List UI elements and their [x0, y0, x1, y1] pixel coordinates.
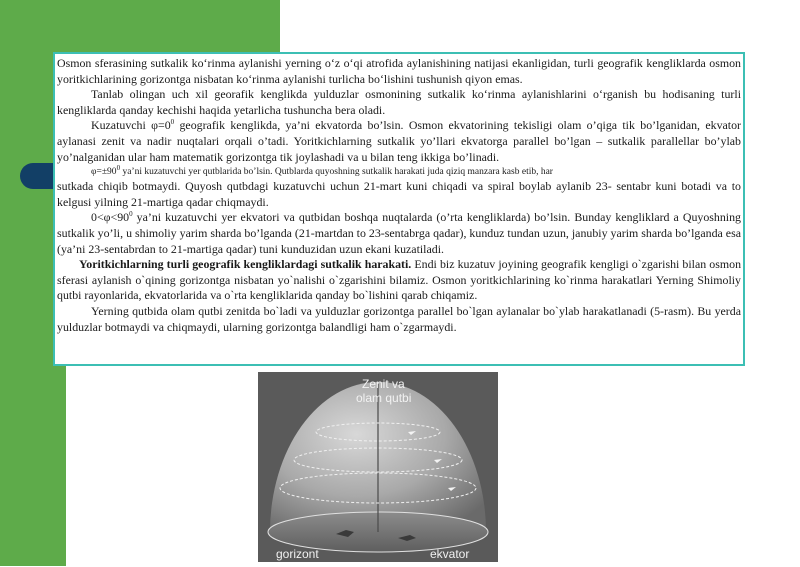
motion-text: Endi biz kuzatuv joyining geografik kengligi o`zgarishi bilan osmon sferasi aylanish o`qining gorizontga nisbatan yo`nalishi o`zgarishini bilamiz. Osmon yoritkichlarining ko`rinma harakatlari Yerning Shimoliy qutbi rayonlarida, ekvatorlarida va o`rta kengliklarida qanday bo`lishini qarab chiqamiz. [57, 257, 742, 303]
equator-degree: 0 [170, 118, 175, 127]
label-zenith: Zenit va [362, 377, 405, 391]
mid-formula: 0<φ<90 [91, 210, 130, 225]
motion-heading: Yoritkichlarning turli geografik kengliklardagi sutkalik harakati. [79, 257, 412, 272]
mid-text: ya’ni kuzatuvchi yer ekvatori va qutbidan boshqa nuqtalarda (o’rta kengliklarda) bo’lsin. Bunday kengliklard a Quyoshning sutkalik yo’li, u shimoliy yarim sharda bo’lganda (21-martdan to 23-sentabrga qadar), kunduz tundan uzun, janubiy yarim sharda bo’lganda esa (ya’ni 23-sentabrdan to 21-martiga qadar) tuni kunduzidan uzun ekani kuzatiladi. [57, 210, 741, 256]
text-frame [53, 52, 745, 366]
equator-formula: Kuzatuvchi φ=0 [91, 118, 171, 133]
top-green-band [0, 0, 280, 52]
paragraph-poles [57, 165, 741, 179]
paragraph-mid-latitudes [57, 210, 741, 257]
paragraph-motion [57, 257, 741, 304]
paragraph-intro: Osmon sferasining sutkalik ko‘rinma aylanishi yerning o‘z o‘qi atrofida aylanishining natijasi ekanligidan, turli geografik kengliklarda osmon yoritkichlarining gorizontga nisbatan ko‘rinma aylanishi turlicha bo‘lishini tushunish qiyon emas. [57, 56, 741, 86]
paragraph-poles-continued: sutkada chiqib botmaydi. Quyosh qutbdagi kuzatuvchi uchun 21-mart kuni chiqadi va spiral boylab aylanib 23- sentabr kuni botadi va to kelgusi yilning 21-martiga qadar chiqmaydi. [57, 179, 741, 209]
equator-text: geografik kenglikda, ya’ni ekvatorda bo’lsin. Osmon ekvatorining tekisligi olam o’qiga tik bo’lganidan, ekvator aylanasi zenit va nadir nuqtalari orqali o’tadi. Yoritkichlarning sutkalik yo’llari ekvatorga parallel bo’lgan – sutkalik parallellar bo’ylab yo’nalganidan ular ham matematik gorizontga tik joylashadi va u bilan teng ikkiga bo’linadi. [57, 118, 741, 164]
poles-degree: 0 [116, 164, 121, 172]
poles-formula: φ=±90 [91, 167, 117, 178]
label-celestial-pole: olam qutbi [356, 391, 412, 405]
celestial-sphere-illustration [258, 372, 498, 562]
label-horizon: gorizont [276, 547, 319, 561]
poles-text: ya’ni kuzatuvchi yer qutblarida bo’lsin. Qutblarda quyoshning sutkalik harakati juda qiziq manzara kasb etib, har [120, 167, 553, 178]
paragraph-pole-stars: Yerning qutbida olam qutbi zenitda bo`ladi va yulduzlar gorizontga parallel bo`lgan aylanalar bo`ylab harakatlanadi (5-rasm). Bu yerda yulduzlar botmaydi va chiqmaydi, ularning gorizontga balandligi ham o`zgarmaydi. [57, 303, 741, 334]
paragraph-equator [57, 118, 741, 165]
celestial-sphere-figure [258, 372, 498, 562]
mid-degree: 0 [129, 210, 133, 219]
paragraph-latitudes: Tanlab olingan uch xil georafik kenglikda yulduzlar osmonining sutkalik ko‘rinma aylanishlarini o‘rganish bu hodisaning turli kengliklarda qanday kechishi haqida yetarlicha tushuncha bera oladi. [57, 87, 741, 117]
label-equator: ekvator [430, 547, 470, 561]
